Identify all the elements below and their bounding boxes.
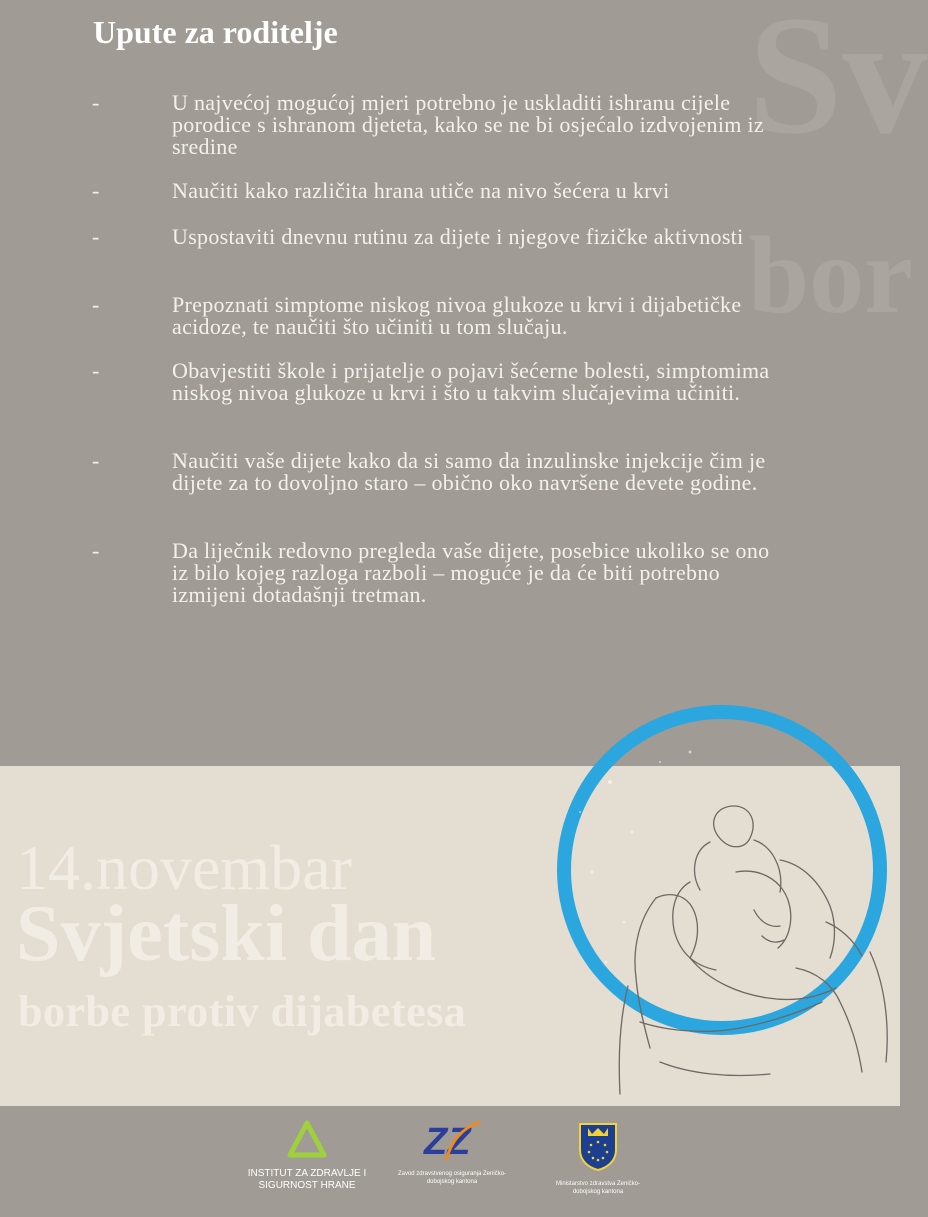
ministry-name: Ministarstvo zdravstva Zeničko-dobojskog kantona (555, 1181, 641, 1195)
ghost-text-top: Sv (748, 0, 928, 169)
campaign-headline: Svjetski dan (16, 890, 437, 978)
family-illustration (540, 722, 900, 1106)
list-item-text: Naučiti vaše dijete kako da si samo da inzulinske injekcije čim je dijete za to dovoljno staro – obično oko navršene devete godine. (172, 448, 766, 495)
list-marker: - (92, 224, 100, 249)
list-marker: - (92, 292, 100, 317)
list-marker: - (92, 448, 100, 473)
campaign-subline: borbe protiv dijabetesa (18, 987, 467, 1036)
ministry-logo (548, 1120, 648, 1196)
triangle-logo-icon (287, 1120, 327, 1160)
institute-name: INSTITUT ZA ZDRAVLJE I SIGURNOST HRANE (247, 1168, 367, 1191)
ghost-text-bottom: bor (748, 214, 913, 336)
zz-logo-icon (422, 1116, 482, 1162)
page-title: Upute za roditelje (93, 14, 338, 50)
list-marker: - (92, 178, 100, 203)
list-marker: - (92, 90, 100, 115)
campaign-date: 14.novembar (16, 832, 352, 903)
insurance-logo (392, 1116, 512, 1186)
list-item-text: Da liječnik redovno pregleda vaše dijete, posebice ukoliko se ono iz bilo kojeg razloga razboli – moguće je da će biti potrebno izmijeni dotadašnji tretman. (172, 538, 770, 607)
coat-of-arms-icon (576, 1120, 620, 1172)
list-item-text: Obavjestiti škole i prijatelje o pojavi šećerne bolesti, simptomima niskog nivoa glukoze u krvi i što u takvim slučajevima učiniti. (172, 358, 770, 405)
list-item-text: Uspostaviti dnevnu rutinu za dijete i njegove fizičke aktivnosti (172, 224, 744, 249)
list-marker: - (92, 538, 100, 563)
footer-logos (0, 1106, 900, 1217)
parent-child-sketch-icon (619, 806, 887, 1094)
svg-text:ZZ: ZZ (424, 1121, 471, 1163)
list-item-text: Prepoznati simptome niskog nivoa glukoze u krvi i dijabetičke acidoze, te naučiti što učiniti u tom slučaju. (172, 292, 742, 339)
list-marker: - (92, 358, 100, 383)
blue-ring-icon (564, 712, 880, 1028)
institute-logo (232, 1120, 382, 1192)
list-item-text: Naučiti kako različita hrana utiče na nivo šećera u krvi (172, 178, 670, 203)
insurance-name: Zavod zdravstvenog osiguranja Zeničko-dobojskog kantona (397, 1171, 507, 1185)
list-item-text: U najvećoj mogućoj mjeri potrebno je uskladiti ishranu cijele porodice s ishranom djeteta, kako se ne bi osjećalo izdvojenim iz sredine (172, 90, 764, 159)
